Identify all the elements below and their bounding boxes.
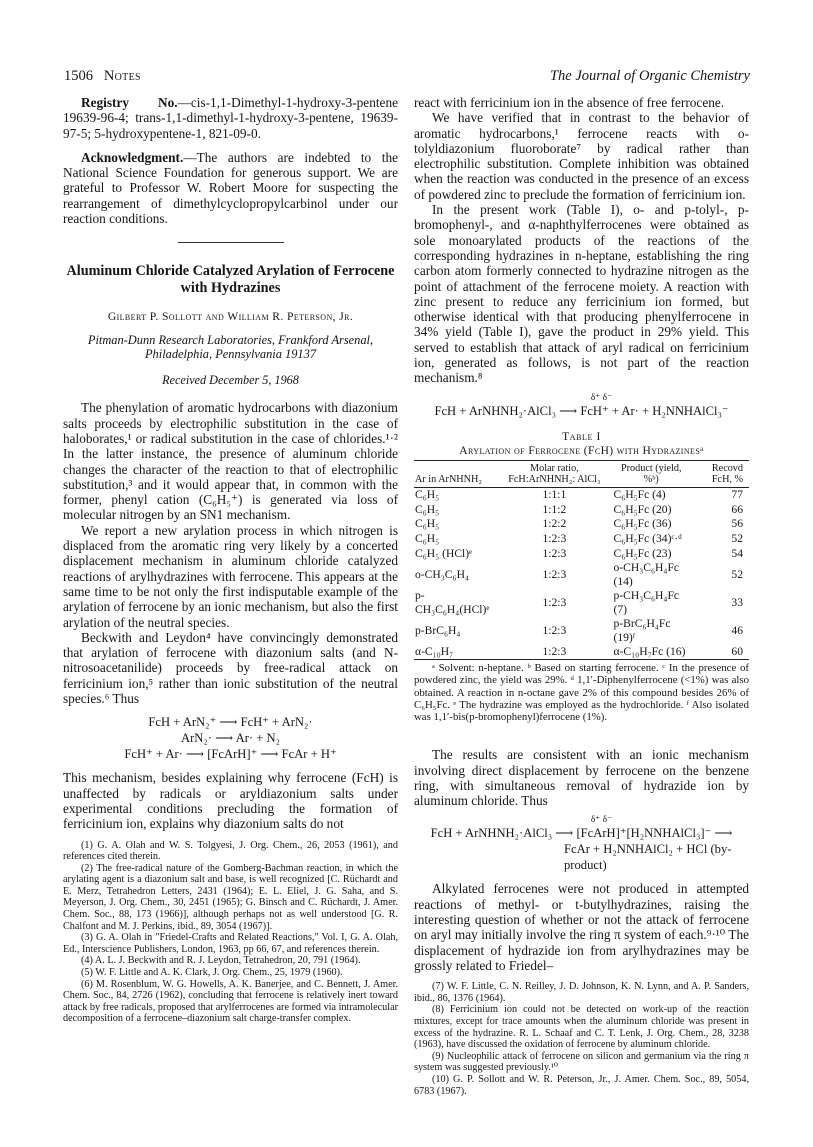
footnote: (2) The free-radical nature of the Gomberg-Bachman reaction, in which the arylating agent is a diazonium salt and base, is well recognized [C. Rüchardt and E. Merz, Tetrahedron Letters, 2431 (1964); E. L. Eliel, J. G. Saha, and S. Meyerson, J. Org. Chem., 30, 2451 (1965); G. Binsch and C. Rüchardt, J. Amer. Chem. Soc., 88, 173 (1966)], although perhaps not as well understood [G. R. Chalfont and M. J. Perkins, ibid., 89, 3054 (1967)]. [63,862,398,932]
page-number: 1506 [64,68,93,84]
column-header: Ar in ArNHNH₂ [414,460,496,487]
table-row [414,561,749,589]
column-header: Recovd FcH, % [690,460,749,487]
affiliation-line-2: Philadelphia, Pennsylvania 19137 [144,347,317,362]
footnote: (5) W. F. Little and A. K. Clark, J. Org. Chem., 25, 1979 (1960). [81,967,343,979]
equation-block [63,714,398,762]
table-cell: 1:2:3 [542,567,567,581]
table-cell: C₆H₅ (HCl)ᵉ [415,546,473,560]
body-paragraph: We report a new arylation process in which nitrogen is displaced from the aromatic ring very likely by a concerted displacement mechanism in aluminum chloride catalyzed reactions of arylhydrazines with ferrocene. This appears at the same time to be not only the first indisputable example of the arylation of ferrocene by an ionic mechanism, but also the first arylation of the neutral species. [63,522,398,630]
table-cell: 56 [731,517,743,531]
table-cell: 60 [731,645,743,659]
equation-line: FcAr + H₂NNHAlCl₂ + HCl (by-product) [564,842,732,873]
table-cell: 33 [731,595,743,609]
equation-line: FcH + ArNHNH₂·AlCl₃ ⟶ [FcArH]⁺[H₂NNHAlCl₃]⁻ ⟶ [430,826,733,841]
equation-line: FcH⁺ + Ar· ⟶ [FcArH]⁺ ⟶ FcAr + H⁺ [124,747,337,762]
affiliation-line-1: Pitman-Dunn Research Laboratories, Frankford Arsenal, [87,333,374,348]
partial-charges: δ⁺ δ⁻ [590,815,613,826]
table-cell: 46 [731,623,743,637]
table-cell: 1:2:3 [542,532,567,546]
left-column [63,95,398,1025]
page-header-left [64,68,141,85]
table-cell: C₆H₅Fc (23) [613,546,672,560]
table-cell: C₆H₅Fc (4) [613,488,666,502]
table-bottom-rule [414,659,749,660]
right-column [414,95,749,1097]
footnote: (8) Ferricinium ion could not be detected on work-up of the reaction mixtures, except for trace amounts when the aluminum chloride was present in excess of the hydrazine. R. L. Schaaf and C. T. Lenk, J. Org. Chem., 28, 3238 (1963), have discussed the oxidation of ferrocene by aluminum chloride. [414,1004,749,1051]
registry-paragraph [63,95,398,141]
table-row [414,531,749,546]
table-header-row [414,460,749,487]
table-row [414,546,749,561]
table-number: Table I [562,430,601,443]
article-authors: Gilbert P. Sollott and William R. Peterson, Jr. [107,310,354,324]
table-row [414,517,749,532]
section-name: Notes [103,68,141,84]
table-row [414,617,749,645]
data-table [414,460,749,660]
table-cell: 52 [731,532,743,546]
table-cell: C₆H₅ [415,488,440,502]
table-cell: C₆H₅Fc (36) [613,517,672,531]
table-cell: 52 [731,567,743,581]
body-paragraph: The phenylation of aromatic hydrocarbons with diazonium salts proceeds by electrophilic substitution in the case of haloborates,¹ or radical substitution in the case of chlorides.¹·² In the latter instance, the presence of aluminum chloride changes the character of the reaction to that of electrophilic substitution,³ and it would appear that, in common with the former, phenyl cation (C₆H₅⁺) is generated via loss of molecular nitrogen by an SN1 mechanism. [63,400,398,523]
table-cell: C₆H₅ [415,502,440,516]
footnote: (4) A. L. J. Beckwith and R. J. Leydon, Tetrahedron, 20, 791 (1964). [81,955,361,967]
table-cell: 66 [731,502,743,516]
journal-name: The Journal of Organic Chemistry [549,68,750,84]
table-cell: 1:2:3 [542,546,567,560]
table-cell: p-CH₃C₆H₄Fc (7) [613,589,680,616]
table-cell: α-C₁₀H₇Fc (16) [613,645,686,659]
body-paragraph: The results are consistent with an ionic mechanism involving direct displacement by ferrocene on the benzene ring, with simultaneous removal of hydrazide ion by aluminum chloride. Thus [414,747,749,809]
footnotes-right [414,981,749,1097]
table-cell: 1:1:1 [542,488,567,502]
footnotes-left [63,840,398,1026]
equation-line: FcH + ArN₂⁺ ⟶ FcH⁺ + ArN₂· [148,715,313,730]
acknowledgment-label: Acknowledgment. [81,149,184,165]
body-paragraph: react with ferricinium ion in the absence of free ferrocene. [414,95,725,110]
body-paragraph: We have verified that in contrast to the behavior of aromatic hydrocarbons,¹ ferrocene reacts with o-tolyldiazonium fluoroborate⁷ by radical rather than electrophilic substitution. Complete inhibition was obtained when the reaction was conducted in the presence of an excess of powdered zinc to preclude the formation of ferricinium ion. [414,110,749,202]
table-cell: 1:1:2 [542,502,567,516]
footnote: (10) G. P. Sollott and W. R. Peterson, Jr., J. Amer. Chem. Soc., 89, 5054, 6783 (1967). [414,1073,749,1097]
column-header: Molar ratio, FcH:ArNHNH₂: AlCl₃ [496,460,612,487]
table-notes: ᵃ Solvent: n-heptane. ᵇ Based on starting ferrocene. ᶜ In the presence of powdered zinc, the yield was 29%. ᵈ 1,1′-Diphenylferrocene (<1%) was also obtained. A reaction in n-octane gave 2% of this compound besides 26% of C₆H₅Fc. ᵉ The hydrazine was employed as the hydrochloride. ᶠ Also isolated was 1,1′-bis(p-bromophenyl)ferrocene (1%). [414,662,749,724]
registry-label: Registry No. [81,95,178,110]
registry-text: —cis-1,1-Dimethyl-1-hydroxy-3-pentene 19639-96-4; trans-1,1-dimethyl-1-hydroxy-3-pentene, 19639-97-5; 5-hydroxypentene-1, 821-09-0. [63,95,398,141]
table-row [414,589,749,617]
table-row [414,645,749,660]
table-cell: α-C₁₀H₇ [415,645,454,659]
equation-line: FcH + ArNHNH₂·AlCl₃ ⟶ FcH⁺ + Ar· + H₂NNHAlCl₃⁻ [434,403,729,418]
table-cell: 54 [731,546,743,560]
body-paragraph: This mechanism, besides explaining why ferrocene (FcH) is unaffected by radicals or aryldiazonium salts under experimental conditions precluding the formation of ferricinium ion, explains why diazonium salts do not [63,770,398,832]
acknowledgment-paragraph [63,150,398,226]
received-date: Received December 5, 1968 [162,373,299,388]
table-cell: C₆H₅ [415,517,440,531]
table-cell: 1:2:2 [542,517,567,531]
table-cell: o-CH₃C₆H₄ [415,567,469,581]
table-cell: p-BrC₆H₄Fc (19)ᶠ [613,617,671,644]
table-cell: C₆H₅Fc (20) [613,502,672,516]
table-row [414,487,749,502]
equation-line: ArN₂· ⟶ Ar· + N₂ [181,731,280,746]
table-cell: C₆H₅Fc (34)ᶜ·ᵈ [613,532,682,546]
article-title: Aluminum Chloride Catalyzed Arylation of Ferrocene with Hydrazines [66,263,395,297]
footnote: (3) G. A. Olah in "Friedel-Crafts and Related Reactions," Vol. I, G. A. Olah, Ed., Interscience Publishers, London, 1963, pp 66, 67, and references therein. [63,932,398,955]
body-paragraph: In the present work (Table I), o- and p-tolyl-, p-bromophenyl-, and α-naphthylferrocenes were obtained as sole monoarylated products of the reactions of the corresponding hydrazines in n-heptane, establishing the ring carbon atom formerly connected to hydrazine nitrogen as the point of attachment of the ferrocene moiety. A reaction with zinc present to reduce any ferricinium ion formed, but otherwise identical with that producing phenylferrocene in 34% yield (Table I), gave the product in 29% yield. This served to establish that attack of aryl radical on ferricinium ion, generated as follows, is not part of the reaction mechanism.⁸ [414,202,749,386]
equation-block [414,394,749,419]
table-cell: C₆H₅ [415,532,440,546]
equation-block [414,816,749,873]
footnote: (9) Nucleophilic attack of ferrocene on silicon and germanium via the ring π system was suggested previously.¹⁰ [414,1050,749,1074]
table-cell: 77 [731,488,743,502]
body-paragraph: Alkylated ferrocenes were not produced in attempted reactions of methyl- or t-butylhydrazines, raising the interesting question of whether or not the attack of ferrocene on aryl may initially involve the ring π system of each.⁹·¹⁰ The displacement of hydrazide ion from arylhydrazines may be grossly related to Friedel– [414,881,749,973]
table-cell: p-BrC₆H₄ [415,623,461,637]
article-affiliation [63,333,398,361]
table-row [414,502,749,517]
table-cell: p-CH₃C₆H₄(HCl)ᵉ [415,589,490,616]
table-cell: 1:2:3 [542,645,567,659]
footnote: (6) M. Rosenblum, W. G. Howells, A. K. Banerjee, and C. Bennett, J. Amer. Chem. Soc., 84, 2726 (1962), concluding that ferrocene is relatively inert toward attack by free radicals, proposed that arylferrocenes are formed via intramolecular decomposition of a ferrocene–diazonium salt charge-transfer complex. [63,978,398,1025]
table-cell: 1:2:3 [542,595,567,609]
column-header: Product (yield, %ᵇ) [612,460,690,487]
footnote: (1) G. A. Olah and W. S. Tolgyesi, J. Org. Chem., 26, 2053 (1961), and references cited therein. [63,839,398,863]
table-cell: 1:2:3 [542,623,567,637]
acknowledgment-text: —The authors are indebted to the National Science Foundation for generous support. We are grateful to Professor W. Robert Moore for suspecting the rearrangement of dimethylcyclopropylcarbinol under our reaction conditions. [63,149,398,227]
body-paragraph: Beckwith and Leydon⁴ have convincingly demonstrated that arylation of ferrocene with diazonium salts (and N-nitrosoacetanilide) proceeds by free-radical attack on ferricinium ion,⁵ rather than ionic substitution of the neutral species.⁶ Thus [63,629,398,707]
table-cell: o-CH₃C₆H₄Fc (14) [613,561,680,588]
section-divider [178,242,284,243]
partial-charges: δ⁺ δ⁻ [590,392,613,403]
table-title: Arylation of Ferrocene (FcH) with Hydrazinesᵃ [459,444,704,457]
footnote: (7) W. F. Little, C. N. Reilley, J. D. Johnson, K. N. Lynn, and A. P. Sanders, ibid., 86, 1376 (1964). [414,981,749,1004]
